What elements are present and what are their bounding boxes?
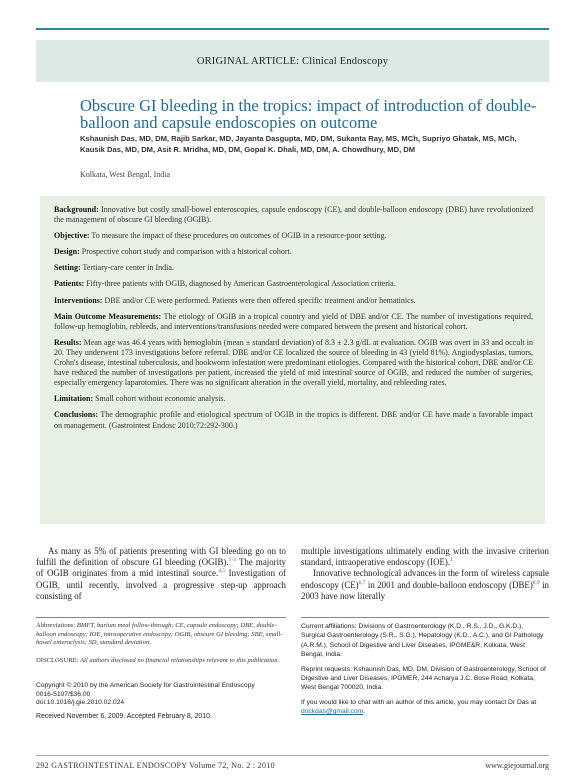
citation-ref[interactable]: 1-3: [228, 557, 236, 564]
citation-ref[interactable]: 4,5: [218, 568, 226, 575]
body-paragraph: Innovative technological advances in the form of wireless capsule endoscopy (CE)$^{6,7}$ in 2001 and double-balloon endoscopy (DBE)$^{8,9}$ in 2003 have now literally: [301, 568, 549, 601]
section-band: [36, 40, 549, 82]
abbreviations-note: Abbreviations: BMFT, barium meal follow-through; CE, capsule endoscopy; DBE, double-balloon endoscopy; IOE, intraoperative endoscopy; OGIB, obscure GI bleeding; SBE, small-bowel enteroclysis; SD, standard deviation.: [36, 622, 283, 647]
abstract-limitation: Limitation: Small cohort without economic analysis.: [54, 394, 226, 404]
footer-rule: [36, 755, 549, 756]
citation-ref[interactable]: 1: [450, 557, 453, 564]
author-list: Kshaunish Das, MD, DM, Rajib Sarkar, MD, Jayanta Dasgupta, MD, DM, Sukanta Ray, MS, MCh, Supriyo Ghatak, MS, MCh, Kausik Das, MD, DM, Asit R. Mridha, MD, DM, Gopal K. Dhali, MD, DM, A. Chowdhury, MD, DM: [80, 134, 517, 154]
abstract-objective: Objective: To measure the impact of these procedures on outcomes of OGIB in a resource-poor setting.: [54, 231, 387, 241]
citation-ref[interactable]: 8,9: [532, 579, 540, 586]
citation-ref[interactable]: 6,7: [358, 579, 366, 586]
header-rule: [36, 28, 549, 30]
abstract-conclusions: Conclusions: The demographic profile and etiological spectrum of OGIB in the tropics is different. DBE and/or CE have made a favorable impact on management. (Gastrointest Endosc 2010;72:292-300.): [54, 410, 534, 430]
chat-with-author: If you would like to chat with an author of this article, you may contact Dr Das at dockdas@gmail.com.: [301, 698, 537, 716]
article-title: Obscure GI bleeding in the tropics: impact of introduction of double-balloon and capsule endoscopies on outcome: [80, 96, 537, 132]
body-paragraph: multiple investigations ultimately ending with the invasive criterion standard, intraoperative endoscopy (IOE).$^1$: [301, 546, 549, 568]
footer-journal-info: 292 GASTROINTESTINAL ENDOSCOPY Volume 72, No. 2 : 2010: [36, 761, 275, 770]
reprint-requests: Reprint requests: Kshaunish Das, MD, DM, Division of Gastroenterology, School of Digestive and Liver Diseases, IPGMER, 244 Acharya J.C. Bose Road, Kolkata, West Bengal 700020, India.: [301, 665, 546, 692]
author-location: Kolkata, West Bengal, India: [80, 170, 171, 179]
abstract-setting: Setting: Tertiary-care center in India.: [54, 263, 174, 273]
footnote-divider-left: [36, 617, 286, 618]
abstract-box: [40, 196, 545, 524]
disclosure-note: DISCLOSURE: All authors disclosed no financial relationships relevant to this publication.: [36, 657, 280, 664]
section-label: ORIGINAL ARTICLE: Clinical Endoscopy: [196, 55, 389, 67]
received-dates: Received November 6, 2009. Accepted February 8, 2010.: [36, 713, 212, 720]
author-email-link[interactable]: dockdas@gmail.com: [301, 708, 364, 716]
affiliation-notes: [301, 622, 549, 722]
doi-link[interactable]: doi:10.1016/j.gie.2010.02.024: [36, 699, 125, 707]
abstract-design: Design: Prospective cohort study and comparison with a historical cohort.: [54, 247, 292, 257]
footer-website-link[interactable]: www.giejournal.org: [485, 761, 549, 770]
body-paragraph: As many as 5% of patients presenting with GI bleeding go on to fulfill the definition of obscure GI bleeding (OGIB).$^{1-3}$ The majority of OGIB originates from a mid intestinal source.$^{4,5}$ Investigation of OGIB, until recently, involved a progressive step-up approach consisting of: [36, 546, 287, 601]
abstract-background: Background: Innovative but costly small-bowel enteroscopies, capsule endoscopy (CE), and double-balloon endoscopy (DBE) have revolutionized the management of obscure GI bleeding (OGIB).: [54, 205, 534, 225]
abstract-results: Results: Mean age was 46.4 years with hemoglobin (mean ± standard deviation) of 8.3 ± 2.3 g/dL at evaluation. OGIB was overt in 33 and occult in 20. They underwent 173 investigations before referral. DBE and/or CE localized the source of bleeding in 43 (yield 81%). Angiodysplasias, tumors, Crohn's disease, intestinal tuberculosis, and hookworm infestation were predominant etiologies. Compared with the historical cohort, DBE and/or CE have reduced the number of investigations per patient, increased the yield of mid intestinal source of OGIB, and reduced the number of surgeries, especially emergency laparotomies. There was no significant alteration in the overall yield, mortality, and rebleeding rates.: [54, 337, 533, 388]
body-column-right: [301, 546, 549, 602]
footnote-divider-right: [301, 617, 549, 618]
copyright-note: Copyright © 2010 by the American Society for Gastrointestinal Endoscopy 0016-5107/$36.00 doi:10.1016/j.gie.2010.02.024: [36, 682, 286, 708]
abstract-outcome-measurements: Main Outcome Measurements: The etiology of OGIB in a tropical country and yield of DBE and/or CE. The number of investigations required, follow-up hemoglobin, rebleeds, and interventions/transfusions needed were compared between the present and historical cohort.: [54, 311, 533, 331]
abstract-interventions: Interventions: DBE and/or CE were performed. Patients were then offered specific treatment and/or hematinics.: [54, 295, 416, 305]
current-affiliations: Current affiliations: Divisions of Gastroenterology (K.D., R.S., J.D., G.K.D.), Surgical Gastroenterology (S.R., S.G.), Hepatology (K.D., A.C.), and GI Pathology (A.R.M.), School of Digestive and Liver Diseases, IPGME&R, Kolkata, West Bengal, India.: [301, 623, 544, 659]
abstract-patients: Patients: Fifty-three patients with OGIB, diagnosed by American Gastroenterological Association criteria.: [54, 279, 396, 289]
body-column-left: [36, 546, 286, 602]
